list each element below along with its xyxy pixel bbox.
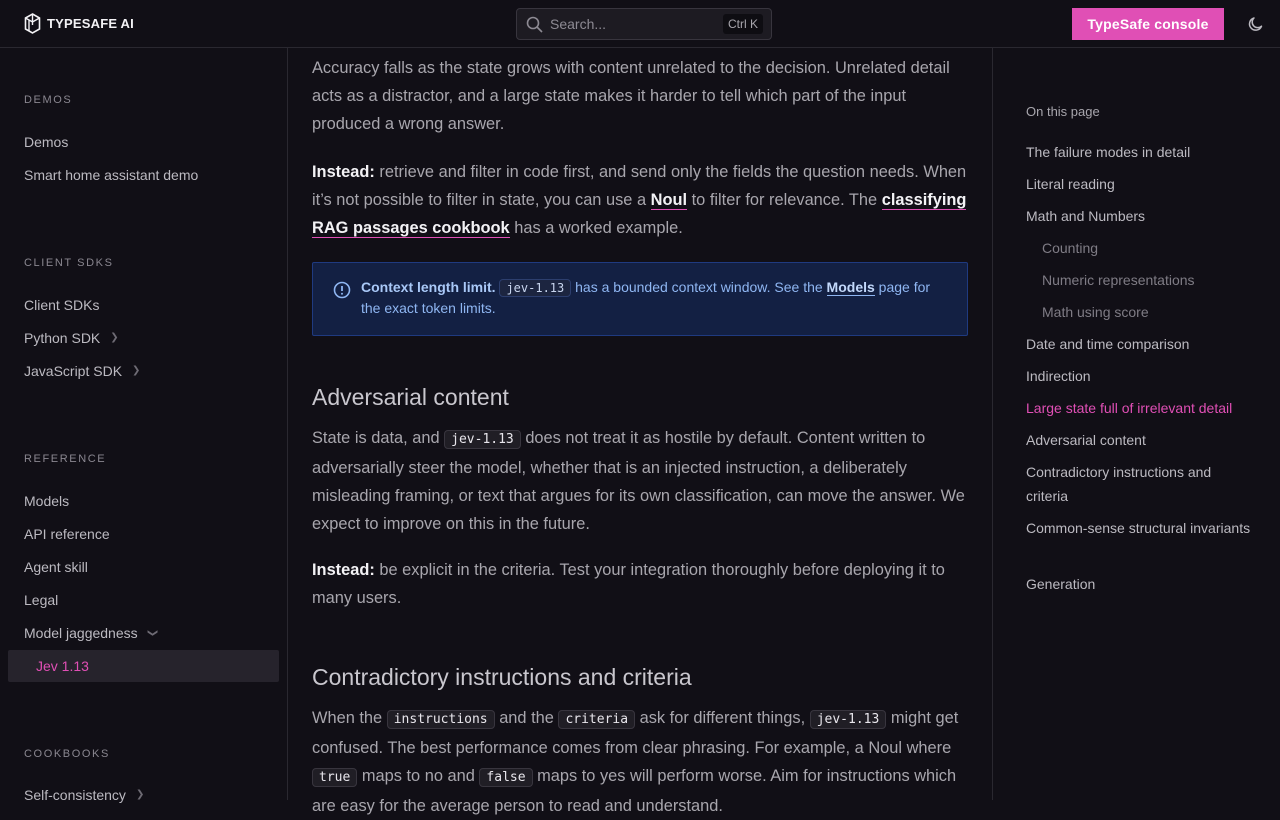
heading-adversarial: Adversarial content <box>312 384 509 410</box>
sidebar-item-label: Legal <box>24 592 59 608</box>
top-bar <box>0 0 1280 48</box>
sidebar-section-title: COOKBOOKS <box>24 748 110 760</box>
toc-item[interactable]: Literal reading <box>1026 176 1115 192</box>
callout-text <box>361 277 951 318</box>
sidebar-item-label: Client SDKs <box>24 297 100 313</box>
toc-item[interactable]: Math using score <box>1042 304 1149 320</box>
chevron-right-icon: ❯ <box>110 332 119 343</box>
text: maps to no and <box>357 767 480 785</box>
text: does not treat it as hostile by default. Content written to adversarially steer the model, whether that is an injected instruction, a deliberately misleading framing, or text that argues for its own classification, can move the answer. We expect to improve on this in the future. <box>312 429 965 533</box>
search-icon <box>526 16 543 33</box>
toc-item[interactable]: Date and time comparison <box>1026 336 1190 352</box>
toc-item[interactable]: Numeric representations <box>1042 272 1195 288</box>
paragraph: Accuracy falls as the state grows with content unrelated to the decision. Unrelated detail acts as a distractor, and a large state makes it harder to tell which part of the input produced a wrong answer. <box>312 59 950 133</box>
instead-label: Instead: <box>312 561 375 579</box>
text: might get confused. The best performance comes from clear phrasing. For example, a Noul where <box>312 709 959 757</box>
sidebar-item-label: Self-consistency <box>24 787 126 803</box>
sidebar-item-label: API reference <box>24 526 110 542</box>
sidebar-item-legal[interactable] <box>24 584 58 616</box>
sidebar-item-label: Models <box>24 493 70 509</box>
text: When the <box>312 709 387 727</box>
sidebar-item-jev-1-13[interactable] <box>8 650 279 682</box>
sidebar-item-demos[interactable] <box>24 126 68 158</box>
text: retrieve and filter in code first, and send only the fields the question needs. When it’s not possible to filter in state, you can use a <box>312 163 967 209</box>
text: ask for different things, <box>635 709 810 727</box>
info-circle-icon <box>333 281 351 299</box>
logo-text: TYPESAFE AI <box>47 16 134 31</box>
sidebar-item-label: Model jaggedness <box>24 625 138 641</box>
sidebar-item-label: Smart home assistant demo <box>24 167 199 183</box>
sidebar <box>0 48 288 803</box>
chevron-down-icon: ❯ <box>146 628 158 638</box>
search-input[interactable] <box>516 8 772 40</box>
code-inline: criteria <box>558 710 635 729</box>
code-inline: instructions <box>387 710 495 729</box>
paragraph <box>312 158 968 242</box>
toc-item[interactable]: The failure modes in detail <box>1026 144 1191 160</box>
moon-icon[interactable] <box>1247 15 1265 33</box>
heading-contradictory: Contradictory instructions and criteria <box>312 664 692 690</box>
sidebar-item-label: Agent skill <box>24 559 88 575</box>
text: has a worked example. <box>509 219 683 237</box>
sidebar-item-label: Python SDK <box>24 330 101 346</box>
sidebar-item-self-consistency[interactable] <box>24 779 144 811</box>
logo[interactable] <box>24 13 134 34</box>
text: has a bounded context window. See the <box>571 279 827 295</box>
toc-item[interactable]: Adversarial content <box>1026 432 1146 448</box>
code-inline: jev-1.13 <box>444 430 521 449</box>
instead-label: Instead: <box>312 163 375 181</box>
models-link[interactable]: Models <box>826 279 875 295</box>
toc-item[interactable]: Generation <box>1026 576 1096 592</box>
toc-title: On this page <box>1026 104 1100 119</box>
sidebar-item-client-sdks[interactable] <box>24 289 99 321</box>
paragraph <box>312 424 968 538</box>
chevron-right-icon: ❯ <box>135 789 145 800</box>
code-inline: jev-1.13 <box>810 710 887 729</box>
sidebar-item-api-reference[interactable] <box>24 518 110 550</box>
sidebar-section-title: REFERENCE <box>24 453 107 465</box>
toc-item[interactable]: Counting <box>1042 240 1099 256</box>
text: be explicit in the criteria. Test your integration thoroughly before deploying it to many users. <box>312 561 945 607</box>
sidebar-item-model-jaggedness[interactable] <box>24 617 156 649</box>
code-inline: false <box>479 768 532 787</box>
sidebar-section-title: CLIENT SDKS <box>24 257 114 269</box>
info-callout <box>312 262 968 336</box>
sidebar-item-javascript-sdk[interactable] <box>24 355 140 387</box>
paragraph <box>312 704 968 820</box>
toc-item-active[interactable]: Large state full of irrelevant detail <box>1026 400 1233 416</box>
text: to filter for relevance. The <box>687 191 882 209</box>
sidebar-section-title: DEMOS <box>24 94 73 106</box>
table-of-contents <box>992 48 1280 800</box>
sidebar-item-smart-home-demo[interactable] <box>24 159 198 191</box>
search-shortcut: Ctrl K <box>723 14 763 34</box>
search-placeholder: Search... <box>550 16 607 32</box>
chevron-right-icon: ❯ <box>132 365 141 376</box>
sidebar-item-agent-skill[interactable] <box>24 551 88 583</box>
toc-item[interactable]: Common-sense structural invariants <box>1026 520 1251 536</box>
text: page for the exact token limits. <box>361 279 931 316</box>
sidebar-item-models[interactable] <box>24 485 69 517</box>
rag-cookbook-link[interactable]: classifying RAG passages cookbook <box>312 191 967 237</box>
code-inline: true <box>312 768 357 787</box>
code-inline: jev-1.13 <box>499 279 571 297</box>
text: State is data, and <box>312 429 445 447</box>
noul-link[interactable]: Noul <box>650 191 688 209</box>
text: maps to yes will perform worse. Aim for instructions which are easy for the average person to read and understand. <box>312 767 957 815</box>
callout-title: Context length limit. <box>361 279 496 295</box>
sidebar-item-label: JavaScript SDK <box>24 363 123 379</box>
text: and the <box>494 709 559 727</box>
paragraph <box>312 556 968 612</box>
console-button[interactable]: TypeSafe console <box>1072 8 1224 40</box>
toc-item[interactable]: Contradictory instructions and criteria <box>1026 464 1212 504</box>
sidebar-item-label: Jev 1.13 <box>36 658 89 674</box>
toc-item[interactable]: Indirection <box>1026 368 1091 384</box>
sidebar-item-label: Demos <box>24 134 69 150</box>
sidebar-item-python-sdk[interactable] <box>24 322 119 354</box>
typesafe-logo-icon <box>24 13 41 34</box>
toc-item[interactable]: Math and Numbers <box>1026 208 1146 224</box>
